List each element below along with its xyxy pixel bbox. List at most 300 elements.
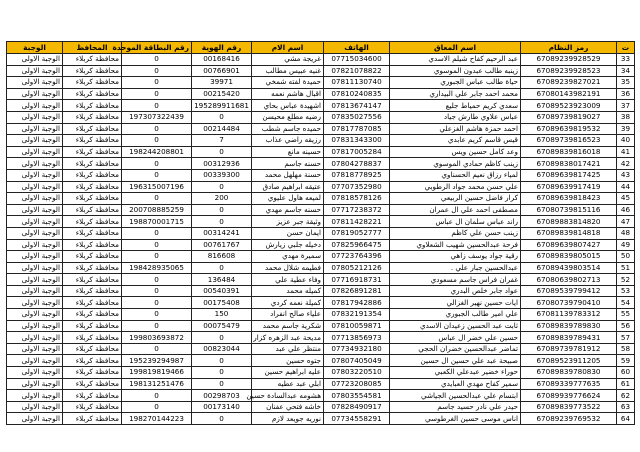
cell-unified-card: 0	[122, 123, 192, 135]
cell-phone: 07835027556	[324, 111, 390, 123]
cell-unified-card: 0	[122, 193, 192, 205]
cell-disabled-name: راند عباس سلمان ال عباس	[390, 216, 521, 228]
header-disabled-name: اسم المعاق	[390, 42, 521, 54]
cell-disabled-name: سمير كفاح مهدي العبايدي	[390, 378, 521, 390]
cell-system-code: 67089639807427	[521, 239, 617, 251]
table-row	[7, 355, 635, 367]
cell-seq: 50	[617, 251, 635, 263]
cell-phone: 07723764396	[324, 251, 390, 263]
cell-batch: الوجبة الاولى	[7, 401, 63, 413]
cell-batch: الوجبة الاولى	[7, 332, 63, 344]
cell-seq: 63	[617, 401, 635, 413]
cell-id-number: 0	[192, 413, 252, 425]
table-row	[7, 65, 635, 77]
cell-disabled-name: لمياء رزاق نعيم الحسناوي	[390, 169, 521, 181]
cell-system-code: 67089839805015	[521, 251, 617, 263]
cell-system-code: 67081139783312	[521, 309, 617, 321]
cell-disabled-name: فرحة عبدالحسين شهيب الشعلاوي	[390, 239, 521, 251]
table-row	[7, 309, 635, 321]
cell-disabled-name: حسين علي خضر ال عباس	[390, 332, 521, 344]
cell-batch: الوجبة الاولى	[7, 413, 63, 425]
cell-seq: 35	[617, 77, 635, 89]
cell-unified-card: 0	[122, 320, 192, 332]
cell-mother-name: كميلة نعمه كردي	[252, 297, 324, 309]
cell-mother-name: حسنة مهلهل محمد	[252, 169, 324, 181]
cell-batch: الوجبة الاولى	[7, 181, 63, 193]
cell-disabled-name: حيدر علي نادر حسيد جاسم	[390, 401, 521, 413]
cell-governorate: محافظة كربلاء	[63, 111, 122, 123]
table-row	[7, 169, 635, 181]
cell-disabled-name: عبد الرحيم كفاح شيلم الاسدي	[390, 54, 521, 66]
cell-batch: الوجبة الاولى	[7, 320, 63, 332]
cell-seq: 45	[617, 193, 635, 205]
cell-mother-name: كميله محمد	[252, 285, 324, 297]
cell-system-code: 67089939776624	[521, 390, 617, 402]
cell-system-code: 67089523923009	[521, 100, 617, 112]
cell-phone: 07821078822	[324, 65, 390, 77]
cell-disabled-name: محمد احمد جابر علي البيداري	[390, 88, 521, 100]
cell-system-code: 67089838017421	[521, 158, 617, 170]
cell-disabled-name: وعد كامل حسين ويس	[390, 146, 521, 158]
cell-governorate: محافظة كربلاء	[63, 285, 122, 297]
cell-unified-card: 198270144223	[122, 413, 192, 425]
cell-id-number: 816608	[192, 251, 252, 263]
cell-batch: الوجبة الاولى	[7, 193, 63, 205]
cell-system-code: 67089839773522	[521, 401, 617, 413]
cell-seq: 52	[617, 274, 635, 286]
cell-seq: 54	[617, 297, 635, 309]
cell-unified-card: 198870001715	[122, 216, 192, 228]
header-mother-name: اسم الام	[252, 42, 324, 54]
cell-id-number: 00761767	[192, 239, 252, 251]
cell-system-code: 67089883814820	[521, 216, 617, 228]
cell-id-number: 00214484	[192, 123, 252, 135]
cell-phone: 07734558291	[324, 413, 390, 425]
header-row	[7, 42, 635, 54]
cell-governorate: محافظة كربلاء	[63, 100, 122, 112]
cell-id-number: 00168416	[192, 54, 252, 66]
cell-governorate: محافظة كربلاء	[63, 158, 122, 170]
cell-governorate: محافظة كربلاء	[63, 54, 122, 66]
cell-unified-card: 0	[122, 135, 192, 147]
table-row	[7, 390, 635, 402]
cell-mother-name: رزيقه راضي عذاب	[252, 135, 324, 147]
cell-id-number: 0	[192, 367, 252, 379]
cell-unified-card: 195239294987	[122, 355, 192, 367]
cell-seq: 39	[617, 123, 635, 135]
cell-mother-name: خاشه فتحي عفنان	[252, 401, 324, 413]
cell-disabled-name: ايات حسين نهير الغزالي	[390, 297, 521, 309]
cell-batch: الوجبة الاولى	[7, 355, 63, 367]
table-row	[7, 77, 635, 89]
header-system-code: رمز النظام	[521, 42, 617, 54]
cell-system-code: 67089639817425	[521, 169, 617, 181]
cell-governorate: محافظة كربلاء	[63, 123, 122, 135]
cell-phone: 07818778925	[324, 169, 390, 181]
cell-system-code: 67089239928523	[521, 65, 617, 77]
header-batch: الوجبة	[7, 42, 63, 54]
cell-disabled-name: عواد جابر خلص البدري	[390, 285, 521, 297]
cell-disabled-name: تماضر عبدالحسين خضران الحجي	[390, 343, 521, 355]
cell-id-number: 0	[192, 378, 252, 390]
header-unified-card: رقم البطاقة الموحدة	[122, 42, 192, 54]
cell-mother-name: حسنه جاسم	[252, 158, 324, 170]
cell-seq: 38	[617, 111, 635, 123]
cell-seq: 43	[617, 169, 635, 181]
cell-id-number: 00215420	[192, 88, 252, 100]
cell-batch: الوجبة الاولى	[7, 239, 63, 251]
table-row	[7, 146, 635, 158]
cell-batch: الوجبة الاولى	[7, 227, 63, 239]
cell-governorate: محافظة كربلاء	[63, 262, 122, 274]
cell-system-code: 67080739790410	[521, 297, 617, 309]
cell-mother-name: لميعه هاول عليوي	[252, 193, 324, 205]
cell-system-code: 67089739781912	[521, 343, 617, 355]
cell-id-number: 00314241	[192, 227, 252, 239]
cell-system-code: 67080739815116	[521, 204, 617, 216]
cell-phone: 07717238372	[324, 204, 390, 216]
table-row	[7, 227, 635, 239]
cell-seq: 33	[617, 54, 635, 66]
table-row	[7, 262, 635, 274]
cell-batch: الوجبة الاولى	[7, 146, 63, 158]
cell-system-code: 67089523911205	[521, 355, 617, 367]
cell-id-number: 195289911681	[192, 100, 252, 112]
table-row	[7, 413, 635, 425]
cell-disabled-name: ثابت عبد الحسين زعيدان الاسدي	[390, 320, 521, 332]
cell-batch: الوجبة الاولى	[7, 100, 63, 112]
cell-unified-card: 198131251476	[122, 378, 192, 390]
cell-system-code: 67080639802713	[521, 274, 617, 286]
cell-disabled-name: زينب كاظم حمادي الموسوي	[390, 158, 521, 170]
cell-governorate: محافظة كربلاء	[63, 239, 122, 251]
cell-mother-name: شكرية جاسم محمد	[252, 320, 324, 332]
cell-seq: 59	[617, 355, 635, 367]
header-seq: ت	[617, 42, 635, 54]
cell-mother-name: حسينه مانع	[252, 146, 324, 158]
cell-seq: 60	[617, 367, 635, 379]
cell-phone: 07807405049	[324, 355, 390, 367]
cell-batch: الوجبة الاولى	[7, 54, 63, 66]
cell-mother-name: رضيه مطلع محيسن	[252, 111, 324, 123]
cell-seq: 40	[617, 135, 635, 147]
cell-batch: الوجبة الاولى	[7, 158, 63, 170]
cell-mother-name: منتظر علي عبد	[252, 343, 324, 355]
cell-governorate: محافظة كربلاء	[63, 193, 122, 205]
cell-unified-card: 0	[122, 158, 192, 170]
cell-unified-card: 200708885259	[122, 204, 192, 216]
cell-phone: 07715034600	[324, 54, 390, 66]
cell-id-number: 7	[192, 135, 252, 147]
header-id-number: رقم الهوية	[192, 42, 252, 54]
cell-id-number: 0	[192, 111, 252, 123]
cell-unified-card: 0	[122, 239, 192, 251]
cell-mother-name: غنيه عبيس مطالب	[252, 65, 324, 77]
table-row	[7, 216, 635, 228]
cell-unified-card: 0	[122, 77, 192, 89]
cell-governorate: محافظة كربلاء	[63, 378, 122, 390]
cell-batch: الوجبة الاولى	[7, 216, 63, 228]
table-row	[7, 285, 635, 297]
cell-id-number: 00823044	[192, 343, 252, 355]
cell-system-code: 67089339777635	[521, 378, 617, 390]
cell-disabled-name: زينبه طالب عبدون الموسوي	[390, 65, 521, 77]
cell-seq: 41	[617, 146, 635, 158]
table-row	[7, 158, 635, 170]
table-row	[7, 320, 635, 332]
cell-unified-card: 0	[122, 390, 192, 402]
cell-mother-name: دخيله جلبي زيارش	[252, 239, 324, 251]
cell-id-number: 0	[192, 146, 252, 158]
cell-mother-name: ابلي عبد عطيه	[252, 378, 324, 390]
cell-seq: 62	[617, 390, 635, 402]
cell-id-number: 00175408	[192, 297, 252, 309]
table-row	[7, 297, 635, 309]
table-row	[7, 343, 635, 355]
cell-phone: 07819052777	[324, 227, 390, 239]
cell-mother-name: عليه ابراهيم حسين	[252, 367, 324, 379]
cell-phone: 07817005284	[324, 146, 390, 158]
cell-phone: 07810059871	[324, 320, 390, 332]
cell-disabled-name: علي امير طالب الجبوري	[390, 309, 521, 321]
cell-mother-name: حسنه جاسم مهدي	[252, 204, 324, 216]
cell-unified-card: 0	[122, 54, 192, 66]
cell-seq: 46	[617, 204, 635, 216]
cell-batch: الوجبة الاولى	[7, 390, 63, 402]
cell-phone: 07811428221	[324, 216, 390, 228]
cell-disabled-name: رقية جواد يوسف زاهي	[390, 251, 521, 263]
cell-id-number: 200	[192, 193, 252, 205]
cell-disabled-name: علي حسن محمد جواد الرطوبي	[390, 181, 521, 193]
cell-mother-name: حميده جاسم شطب	[252, 123, 324, 135]
cell-id-number: 136484	[192, 274, 252, 286]
cell-disabled-name: احمد حمزة هاشم الغزعلي	[390, 123, 521, 135]
header-phone: الهاتف	[324, 42, 390, 54]
cell-phone: 07817942886	[324, 297, 390, 309]
cell-phone: 07803554581	[324, 390, 390, 402]
cell-disabled-name: عباس علاوي طارش جياد	[390, 111, 521, 123]
table-row	[7, 88, 635, 100]
cell-unified-card: 0	[122, 309, 192, 321]
cell-governorate: محافظة كربلاء	[63, 274, 122, 286]
cell-phone: 07810240835	[324, 88, 390, 100]
cell-governorate: محافظة كربلاء	[63, 309, 122, 321]
cell-id-number: 150	[192, 309, 252, 321]
cell-seq: 42	[617, 158, 635, 170]
cell-governorate: محافظة كربلاء	[63, 227, 122, 239]
cell-id-number: 0	[192, 355, 252, 367]
table-row	[7, 239, 635, 251]
cell-unified-card: 0	[122, 401, 192, 413]
cell-seq: 58	[617, 343, 635, 355]
cell-unified-card: 0	[122, 100, 192, 112]
cell-batch: الوجبة الاولى	[7, 285, 63, 297]
cell-batch: الوجبة الاولى	[7, 77, 63, 89]
cell-mother-name: هشومه عبدالسادة حسين	[252, 390, 324, 402]
cell-phone: 07805212126	[324, 262, 390, 274]
cell-disabled-name: حياة طالب عباس الجبوري	[390, 77, 521, 89]
cell-governorate: محافظة كربلاء	[63, 413, 122, 425]
cell-id-number: 00339300	[192, 169, 252, 181]
cell-governorate: محافظة كربلاء	[63, 216, 122, 228]
cell-seq: 56	[617, 320, 635, 332]
cell-seq: 36	[617, 88, 635, 100]
table-row	[7, 181, 635, 193]
spreadsheet	[6, 41, 634, 425]
cell-mother-name: جتوه حسين	[252, 355, 324, 367]
table-row	[7, 378, 635, 390]
table-row	[7, 111, 635, 123]
cell-mother-name: سميرة مهدي	[252, 251, 324, 263]
cell-disabled-name: ابتسام علي عبدالحسين الجياشي	[390, 390, 521, 402]
cell-unified-card: 0	[122, 297, 192, 309]
cell-governorate: محافظة كربلاء	[63, 251, 122, 263]
cell-mother-name: وفاء عطية علي	[252, 274, 324, 286]
cell-unified-card: 0	[122, 65, 192, 77]
cell-id-number: 0	[192, 204, 252, 216]
cell-phone: 07828490917	[324, 401, 390, 413]
cell-seq: 51	[617, 262, 635, 274]
cell-phone: 07804278837	[324, 158, 390, 170]
cell-governorate: محافظة كربلاء	[63, 332, 122, 344]
cell-id-number: 0	[192, 262, 252, 274]
cell-mother-name: مديحة عبد الزهره كزار	[252, 332, 324, 344]
cell-id-number: 0	[192, 332, 252, 344]
cell-seq: 53	[617, 285, 635, 297]
cell-seq: 48	[617, 227, 635, 239]
cell-phone: 07826891281	[324, 285, 390, 297]
cell-unified-card: 0	[122, 285, 192, 297]
cell-id-number: 0	[192, 216, 252, 228]
cell-batch: الوجبة الاولى	[7, 274, 63, 286]
cell-system-code: 67089839816018	[521, 146, 617, 158]
cell-phone: 07723208085	[324, 378, 390, 390]
cell-id-number: 00766901	[192, 65, 252, 77]
table-row	[7, 251, 635, 263]
cell-disabled-name: زينب حسن علي كاظم	[390, 227, 521, 239]
cell-seq: 64	[617, 413, 635, 425]
cell-governorate: محافظة كربلاء	[63, 181, 122, 193]
cell-unified-card: 0	[122, 227, 192, 239]
cell-batch: الوجبة الاولى	[7, 88, 63, 100]
cell-mother-name: اشهيدة عباس بحاي	[252, 100, 324, 112]
cell-disabled-name: قيس قاسم كريم عابدي	[390, 135, 521, 147]
cell-mother-name: ايمان حسن	[252, 227, 324, 239]
table-row	[7, 332, 635, 344]
cell-unified-card: 198244208801	[122, 146, 192, 158]
cell-system-code: 67089839789830	[521, 320, 617, 332]
cell-seq: 61	[617, 378, 635, 390]
cell-phone: 07707352980	[324, 181, 390, 193]
cell-governorate: محافظة كربلاء	[63, 169, 122, 181]
cell-unified-card: 0	[122, 343, 192, 355]
table-row	[7, 401, 635, 413]
cell-governorate: محافظة كربلاء	[63, 367, 122, 379]
cell-unified-card: 196315007196	[122, 181, 192, 193]
cell-system-code: 67089839780830	[521, 367, 617, 379]
table-row	[7, 100, 635, 112]
cell-disabled-name: غفران فراس جاسم مسعودي	[390, 274, 521, 286]
cell-unified-card: 199803693872	[122, 332, 192, 344]
cell-batch: الوجبة الاولى	[7, 378, 63, 390]
cell-mother-name: نوريه جويعد لازم	[252, 413, 324, 425]
table-row	[7, 123, 635, 135]
cell-disabled-name: كرار فاضل حسين الربيعي	[390, 193, 521, 205]
cell-mother-name: حميدة لفته شمخي	[252, 77, 324, 89]
table-row	[7, 54, 635, 66]
cell-seq: 57	[617, 332, 635, 344]
cell-governorate: محافظة كربلاء	[63, 355, 122, 367]
table-row	[7, 193, 635, 205]
beneficiaries-table	[6, 41, 635, 425]
cell-seq: 37	[617, 100, 635, 112]
cell-phone: 07734932180	[324, 343, 390, 355]
cell-unified-card: 197307322439	[122, 111, 192, 123]
cell-seq: 55	[617, 309, 635, 321]
cell-governorate: محافظة كربلاء	[63, 401, 122, 413]
cell-disabled-name: مصطفى احمد علي ال عمران	[390, 204, 521, 216]
cell-system-code: 67089839789431	[521, 332, 617, 344]
cell-disabled-name: سعدي كريم حمياط جليع	[390, 100, 521, 112]
cell-seq: 34	[617, 65, 635, 77]
cell-system-code: 67089639917419	[521, 181, 617, 193]
cell-system-code: 67089739816523	[521, 135, 617, 147]
cell-governorate: محافظة كربلاء	[63, 146, 122, 158]
cell-phone: 07831343300	[324, 135, 390, 147]
cell-system-code: 67089639818423	[521, 193, 617, 205]
cell-phone: 07832191354	[324, 309, 390, 321]
cell-governorate: محافظة كربلاء	[63, 390, 122, 402]
cell-disabled-name: صبيحة عبد علي حسين ال حسين	[390, 355, 521, 367]
cell-id-number: 0	[192, 181, 252, 193]
cell-disabled-name: عبدالحسين جبار علي .	[390, 262, 521, 274]
cell-id-number: 00312936	[192, 158, 252, 170]
cell-batch: الوجبة الاولى	[7, 204, 63, 216]
cell-id-number: 00075479	[192, 320, 252, 332]
cell-mother-name: فطيمه شلال محمد	[252, 262, 324, 274]
cell-governorate: محافظة كربلاء	[63, 204, 122, 216]
cell-system-code: 67089739819027	[521, 111, 617, 123]
cell-governorate: محافظة كربلاء	[63, 135, 122, 147]
cell-batch: الوجبة الاولى	[7, 65, 63, 77]
cell-mother-name: غريجة مشي	[252, 54, 324, 66]
cell-phone: 07813674147	[324, 100, 390, 112]
cell-disabled-name: اناس موسى حسين الغرطوسي	[390, 413, 521, 425]
cell-seq: 44	[617, 181, 635, 193]
cell-batch: الوجبة الاولى	[7, 111, 63, 123]
cell-phone: 07716918731	[324, 274, 390, 286]
table-row	[7, 367, 635, 379]
cell-batch: الوجبة الاولى	[7, 297, 63, 309]
cell-seq: 49	[617, 239, 635, 251]
cell-mother-name: وثيقة جبر عزيز	[252, 216, 324, 228]
cell-batch: الوجبة الاولى	[7, 169, 63, 181]
cell-governorate: محافظة كربلاء	[63, 88, 122, 100]
cell-unified-card: 199819819466	[122, 367, 192, 379]
cell-mother-name: اقبال هاشم نعمه	[252, 88, 324, 100]
cell-phone: 07818578126	[324, 193, 390, 205]
cell-phone: 07803220510	[324, 367, 390, 379]
cell-batch: الوجبة الاولى	[7, 343, 63, 355]
cell-batch: الوجبة الاولى	[7, 251, 63, 263]
table-row	[7, 274, 635, 286]
cell-unified-card: 0	[122, 88, 192, 100]
header-governorate: المحافظ	[63, 42, 122, 54]
cell-system-code: 67080143982191	[521, 88, 617, 100]
table-row	[7, 204, 635, 216]
cell-governorate: محافظة كربلاء	[63, 343, 122, 355]
cell-governorate: محافظة كربلاء	[63, 65, 122, 77]
